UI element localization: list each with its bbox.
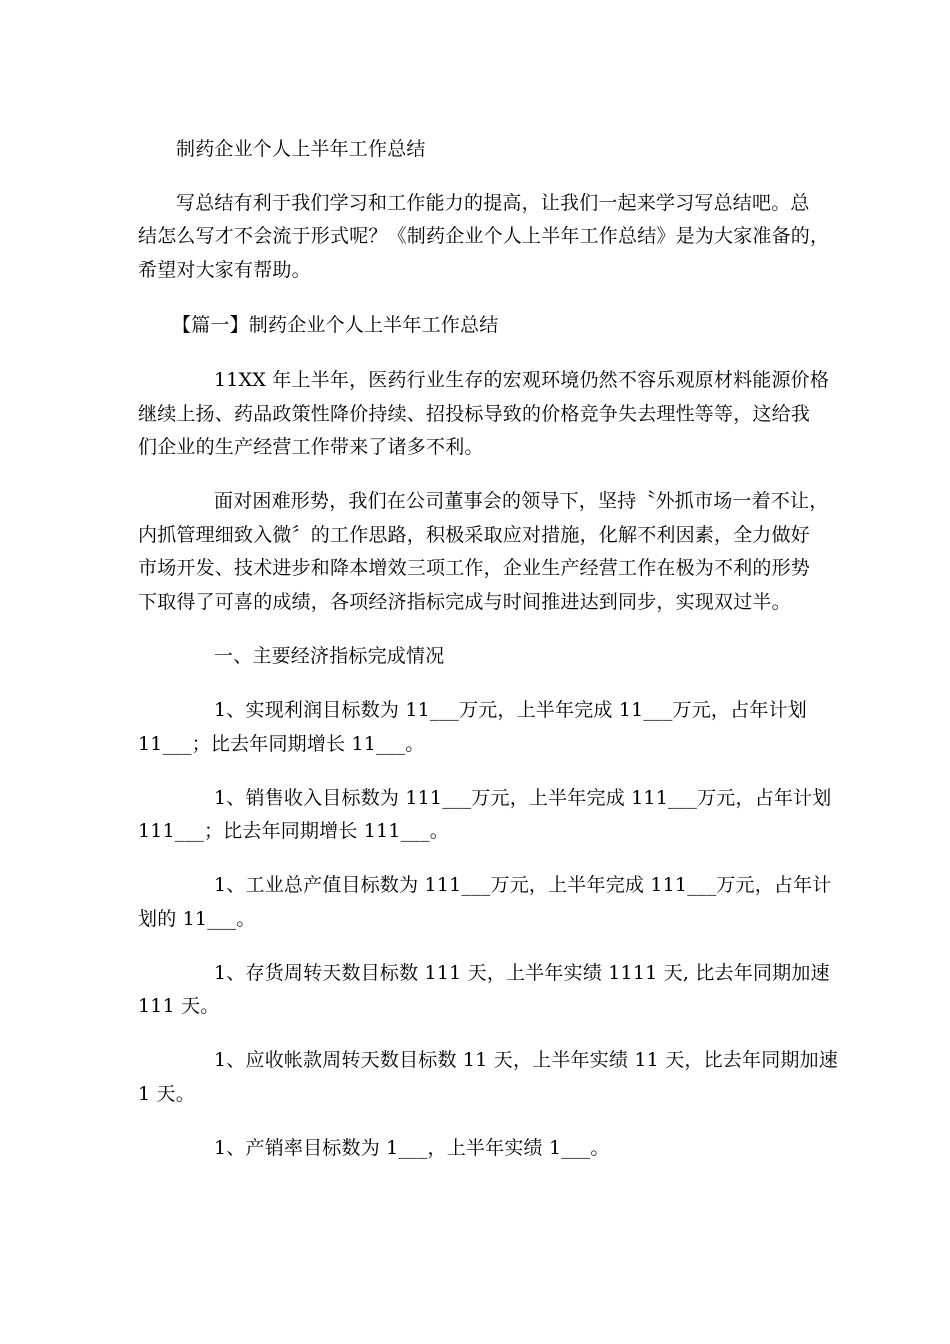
para1-line-1: 11XX 年上半年，医药行业生存的宏观环境仍然不容乐观原材料能源价格 <box>214 369 830 391</box>
para2-line-2: 内抓管理细致入微〞的工作思路，积极采取应对措施，化解不利因素，全力做好 <box>138 524 811 546</box>
item-4-line-2: 111 天。 <box>138 995 220 1017</box>
item-5-line-1: 1、应收帐款周转天数目标数 11 天，上半年实绩 11 天，比去年同期加速 <box>214 1049 839 1071</box>
item-6-line-1: 1、产销率目标数为 1___，上半年实绩 1___。 <box>214 1137 610 1159</box>
subheading: 一、主要经济指标完成情况 <box>214 645 445 667</box>
item-3-line-2: 划的 11___。 <box>138 908 256 930</box>
intro-line-2: 结怎么写才不会流于形式呢？《制药企业个人上半年工作总结》是为大家准备的， <box>138 225 830 247</box>
para2-line-3: 市场开发、技术进步和降本增效三项工作，企业生产经营工作在极为不利的形势 <box>138 557 811 579</box>
item-1-line-2: 11___；比去年同期增长 11___。 <box>138 733 425 755</box>
item-3-line-1: 1、工业总产值目标数为 111___万元，上半年完成 111___万元，占年计 <box>214 874 832 896</box>
intro-line-3: 希望对大家有帮助。 <box>138 259 311 281</box>
item-4-line-1: 1、存货周转天数目标数 111 天，上半年实绩 1111 天, 比去年同期加速 <box>214 962 830 984</box>
item-2-line-2: 111___；比去年同期增长 111___。 <box>138 820 449 842</box>
para2-line-4: 下取得了可喜的成绩，各项经济指标完成与时间推进达到同步，实现双过半。 <box>138 591 791 613</box>
para1-line-2: 继续上扬、药品政策性降价持续、招投标导致的价格竞争失去理性等等，这给我 <box>138 403 811 425</box>
item-1-line-1: 1、实现利润目标数为 11___万元，上半年完成 11___万元，占年计划 <box>214 699 807 721</box>
document-title: 制药企业个人上半年工作总结 <box>176 138 426 160</box>
intro-line-1: 写总结有利于我们学习和工作能力的提高，让我们一起来学习写总结吧。总 <box>176 192 810 214</box>
section-heading: 【篇一】制药企业个人上半年工作总结 <box>172 314 499 336</box>
item-5-line-2: 1 天。 <box>138 1083 195 1105</box>
para1-line-3: 们企业的生产经营工作带来了诸多不利。 <box>138 436 484 458</box>
item-2-line-1: 1、销售收入目标数为 111___万元，上半年完成 111___万元，占年计划 <box>214 787 832 809</box>
para2-line-1: 面对困难形势，我们在公司董事会的领导下，坚持〝外抓市场一着不让， <box>214 490 829 512</box>
